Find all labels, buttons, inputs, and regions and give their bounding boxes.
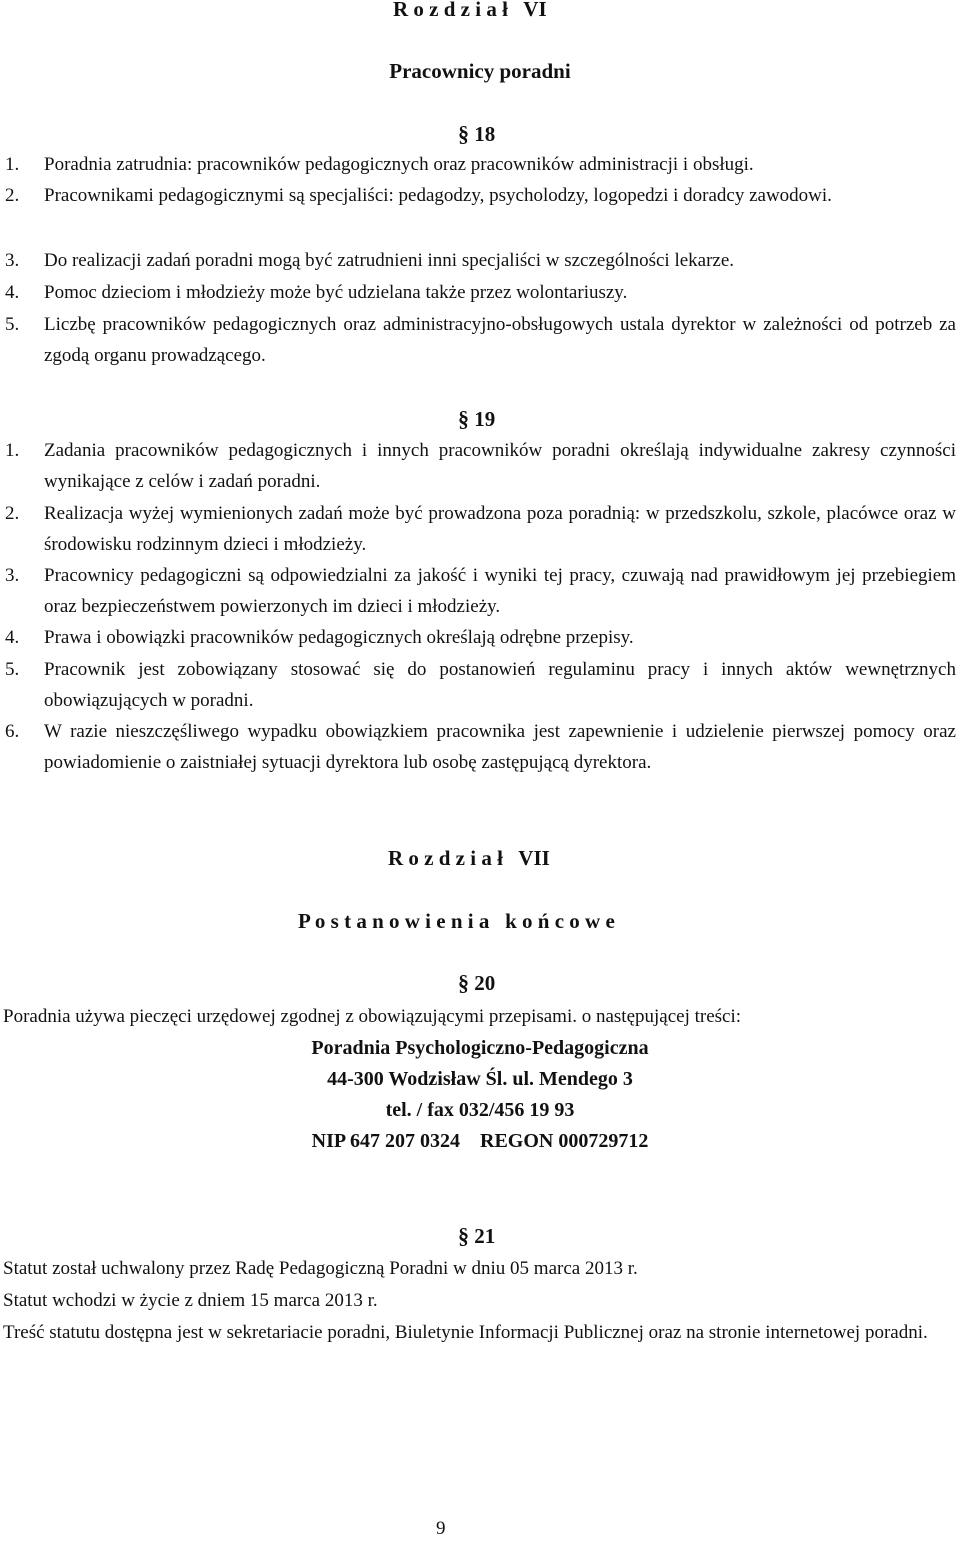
chapter-7-subtitle: P o s t a n o w i e n i a k o ń c o w e — [298, 909, 615, 933]
list-number: 3. — [5, 565, 20, 586]
adoption-text: Statut został uchwalony przez Radę Pedagogiczną Poradni w dniu 05 marca 2013 r. — [3, 1258, 638, 1279]
section-number: 18 — [474, 122, 496, 146]
stamp-intro-text: Poradnia używa pieczęci urzędowej zgodnej z obowiązującymi przepisami. o następującej treści: — [3, 1006, 742, 1027]
page-number: 9 — [436, 1518, 446, 1539]
list-item-text: Realizacja wyżej wymienionych zadań może być prowadzona poza poradnią: w przedszkolu, szkole, placówce oraz w środowisku rodzinnym dzieci i młodzieży. — [44, 503, 956, 555]
stamp-line-ids: NIP 647 207 0324 REGON 000729712 — [311, 1130, 649, 1152]
section-number: 20 — [474, 971, 496, 995]
list-item-text: Pracownik jest zobowiązany stosować się do postanowień regulaminu pracy i innych aktów wewnętrznych obowiązujących w poradni. — [44, 659, 956, 711]
section-number: 19 — [474, 407, 496, 431]
chapter-6-subtitle: Pracownicy poradni — [389, 59, 571, 83]
section-symbol: § — [458, 1223, 469, 1248]
list-item-text: Pracownicy pedagogiczni są odpowiedzialni za jakość i wyniki tej pracy, czuwają nad prawidłowym jej przebiegiem oraz bezpieczeństwem powierzonych im dzieci i młodzieży. — [44, 565, 956, 617]
list-number: 5. — [5, 659, 20, 680]
section-symbol: § — [458, 970, 469, 995]
list-number: 2. — [5, 503, 20, 524]
section-symbol: § — [458, 121, 469, 146]
list-number: 4. — [5, 627, 20, 648]
chapter-6-title: R o z d z i a ł VI — [393, 0, 547, 21]
availability-text: Treść statutu dostępna jest w sekretariacie poradni, Biuletynie Informacji Publicznej oraz na stronie internetowej poradni. — [3, 1322, 928, 1343]
effective-date-text: Statut wchodzi w życie z dniem 15 marca 2013 r. — [3, 1290, 378, 1311]
list-item-text: Do realizacji zadań poradni mogą być zatrudnieni inni specjaliści w szczególności lekarze. — [44, 250, 735, 271]
section-number: 21 — [474, 1224, 496, 1248]
stamp-line-name: Poradnia Psychologiczno-Pedagogiczna — [311, 1037, 649, 1059]
list-item-text: Zadania pracowników pedagogicznych i innych pracowników poradni określają indywidualne zakresy czynności wynikające z celów i zadań poradni. — [44, 440, 956, 492]
list-number: 1. — [5, 154, 20, 175]
list-number: 2. — [5, 185, 20, 206]
chapter-7-title: R o z d z i a ł VII — [388, 846, 550, 870]
list-number: 4. — [5, 282, 20, 303]
list-number: 6. — [5, 721, 20, 742]
section-20-heading — [458, 967, 495, 999]
list-item-text: Liczbę pracowników pedagogicznych oraz administracyjno-obsługowych ustala dyrektor w zależności od potrzeb za zgodą organu prowadzącego. — [44, 314, 956, 366]
list-item-text: Poradnia zatrudnia: pracowników pedagogicznych oraz pracowników administracji i obsługi. — [44, 154, 754, 175]
section-21-heading — [458, 1220, 495, 1252]
list-number: 3. — [5, 250, 20, 271]
section-19-heading — [458, 403, 495, 435]
list-item-text: Pomoc dzieciom i młodzieży może być udzielana także przez wolontariuszy. — [44, 282, 628, 303]
section-symbol: § — [458, 406, 469, 431]
list-item-text: W razie nieszczęśliwego wypadku obowiązkiem pracownika jest zapewnienie i udzielenie pierwszej pomocy oraz powiadomienie o zaistniałej sytuacji dyrektora lub osobę zastępującą dyrektora. — [44, 721, 956, 773]
list-item-text: Pracownikami pedagogicznymi są specjaliści: pedagodzy, psycholodzy, logopedzi i doradcy zawodowi. — [44, 185, 832, 206]
section-18-heading — [458, 118, 495, 150]
list-item-text: Prawa i obowiązki pracowników pedagogicznych określają odrębne przepisy. — [44, 627, 634, 648]
stamp-line-phone: tel. / fax 032/456 19 93 — [385, 1099, 575, 1121]
list-number: 1. — [5, 440, 20, 461]
stamp-line-address: 44-300 Wodzisław Śl. ul. Mendego 3 — [327, 1068, 633, 1090]
list-number: 5. — [5, 314, 20, 335]
